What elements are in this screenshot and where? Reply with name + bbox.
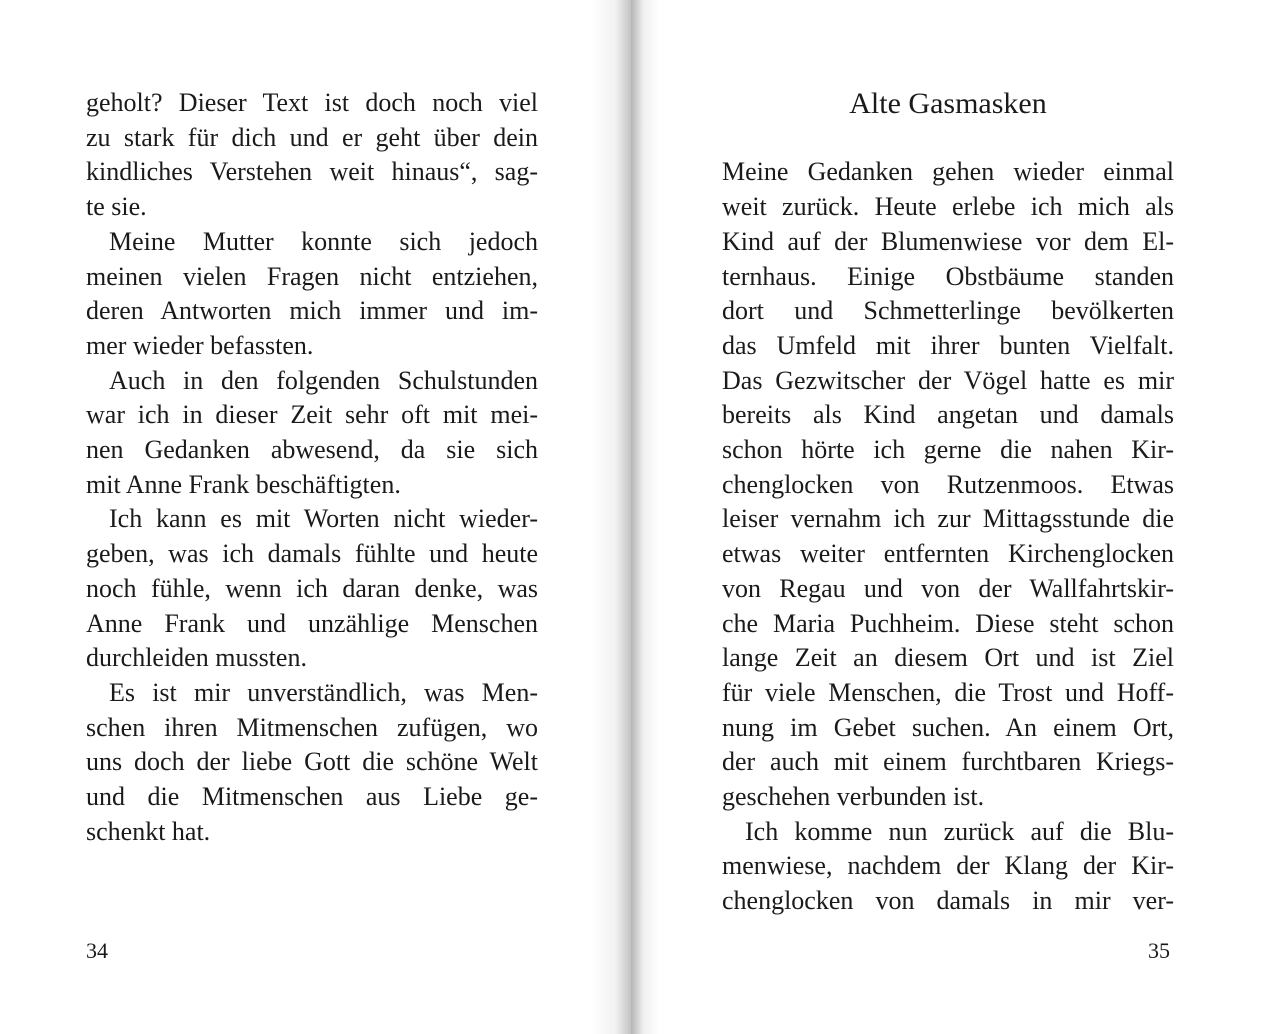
- text-line: Anne Frank und unzählige Menschen: [86, 608, 538, 638]
- text-line: Meine Gedanken gehen wieder einmal: [722, 157, 1174, 187]
- page-number-left: 34: [86, 938, 108, 963]
- text-line: von Regau und von der Wallfahrtskir-: [722, 573, 1174, 603]
- text-line: chenglocken von damals in mir ver-: [722, 886, 1174, 916]
- text-line: geholt? Dieser Text ist doch noch viel: [86, 88, 538, 117]
- text-line: deren Antworten mich immer und im-: [86, 296, 538, 326]
- text-line: nen Gedanken abwesend, da sie sich: [86, 435, 538, 464]
- text-line: te sie.: [86, 192, 147, 222]
- text-line: für viele Menschen, die Trost und Hoff-: [722, 677, 1174, 707]
- text-line: menwiese, nachdem der Klang der Kir-: [722, 851, 1174, 881]
- text-line: nung im Gebet suchen. An einem Ort,: [722, 712, 1174, 742]
- text-line: uns doch der liebe Gott die schöne Welt: [86, 747, 538, 777]
- text-line: Ich komme nun zurück auf die Blu-: [745, 816, 1174, 846]
- text-line: mit Anne Frank beschäftigten.: [86, 469, 401, 499]
- text-line: schen ihren Mitmenschen zufügen, wo: [86, 712, 538, 742]
- text-line: durchleiden mussten.: [86, 643, 307, 673]
- text-line: Es ist mir unverständlich, was Men-: [109, 677, 538, 707]
- text-line: Ich kann es mit Worten nicht wieder-: [109, 504, 538, 534]
- chapter-heading: Alte Gasmasken: [849, 87, 1047, 120]
- text-line: dort und Schmetterlinge bevölkerten: [722, 296, 1174, 326]
- text-line: schon hörte ich gerne die nahen Kir-: [722, 435, 1174, 464]
- text-line: Auch in den folgenden Schulstunden: [109, 365, 538, 395]
- text-line: kindliches Verstehen weit hinaus“, sag-: [86, 157, 538, 187]
- text-line: Das Gezwitscher der Vögel hatte es mir: [722, 365, 1174, 395]
- text-line: leiser vernahm ich zur Mittagsstunde die: [722, 504, 1174, 534]
- text-line: lange Zeit an diesem Ort und ist Ziel: [722, 643, 1174, 673]
- text-line: zu stark für dich und er geht über dein: [86, 122, 538, 152]
- text-line: etwas weiter entfernten Kirchenglocken: [722, 539, 1174, 569]
- text-line: war ich in dieser Zeit sehr oft mit mei-: [86, 400, 538, 430]
- text-line: meinen vielen Fragen nicht entziehen,: [86, 261, 538, 291]
- text-line: geschehen verbunden ist.: [722, 782, 985, 811]
- page-number-right: 35: [1148, 938, 1170, 963]
- text-line: noch fühle, wenn ich daran denke, was: [86, 573, 538, 603]
- gutter-shadow-right: [631, 0, 659, 1034]
- text-line: weit zurück. Heute erlebe ich mich als: [722, 192, 1174, 222]
- text-line: che Maria Puchheim. Diese steht schon: [722, 608, 1174, 638]
- text-line: Meine Mutter konnte sich jedoch: [109, 226, 538, 256]
- text-line: bereits als Kind angetan und damals: [722, 400, 1174, 430]
- text-line: und die Mitmenschen aus Liebe ge-: [86, 782, 538, 811]
- text-line: schenkt hat.: [86, 816, 211, 846]
- text-line: mer wieder befassten.: [86, 330, 314, 360]
- text-line: der auch mit einem furchtbaren Kriegs-: [722, 747, 1174, 777]
- text-line: chenglocken von Rutzenmoos. Etwas: [722, 469, 1174, 499]
- gutter-shadow-left: [591, 0, 631, 1034]
- text-line: geben, was ich damals fühlte und heute: [86, 539, 538, 569]
- text-line: ternhaus. Einige Obstbäume standen: [722, 261, 1174, 291]
- text-line: das Umfeld mit ihrer bunten Vielfalt.: [722, 330, 1174, 360]
- text-line: Kind auf der Blumenwiese vor dem El-: [722, 226, 1174, 256]
